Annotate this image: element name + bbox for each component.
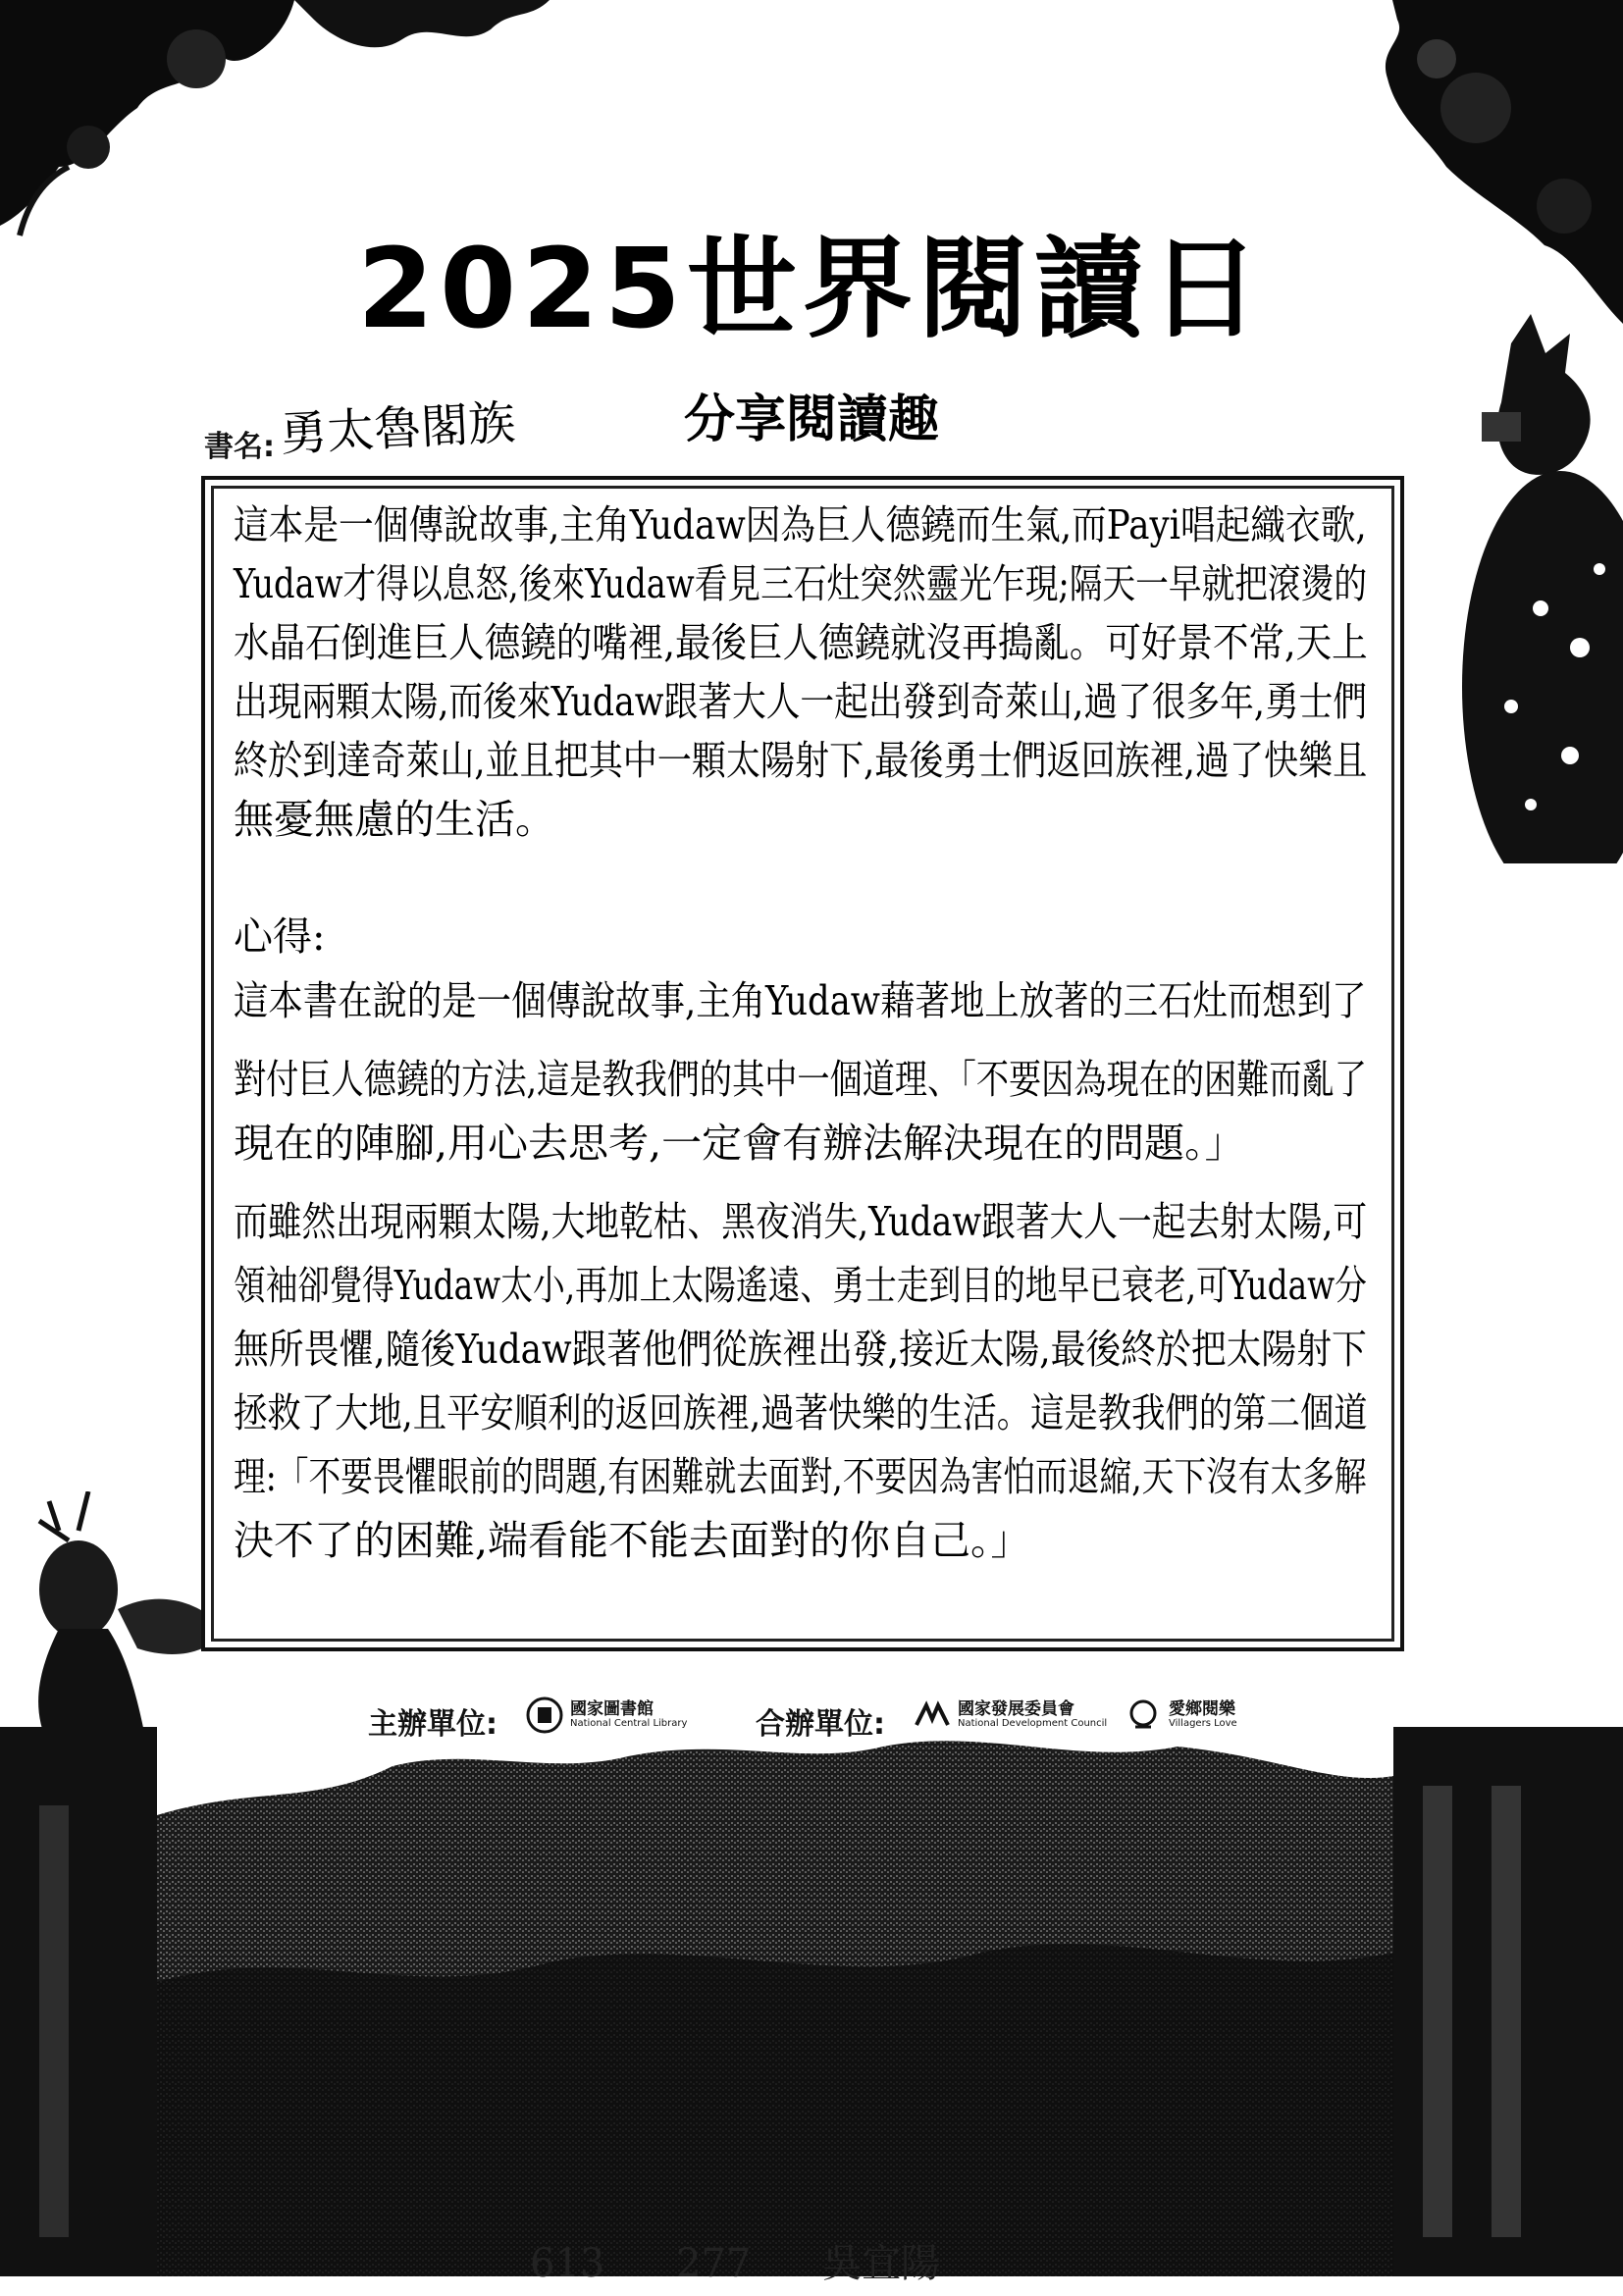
host-name-cn: 國家圖書館	[570, 1698, 654, 1719]
reflection-line: 決不了的困難,端看能不能去面對的你自己。」	[234, 1517, 1031, 1564]
co-organizer-name-cn: 國家發展委員會	[958, 1698, 1074, 1719]
bottom-handwritten-note: 613 277 吳宜陽	[530, 2241, 941, 2286]
summary-line: 終於到達奇萊山,並且把其中一顆太陽射下,最後勇士們返回族裡,過了快樂且	[234, 737, 1368, 784]
reflection-line: 無所畏懼,隨後Yudaw跟著他們從族裡出發,接近太陽,最後終於把太陽射下	[234, 1326, 1367, 1373]
reflection-line: 理:「不要畏懼眼前的問題,有困難就去面對,不要因為害怕而退縮,天下沒有太多解	[234, 1453, 1367, 1500]
co-organizer-name-en: National Development Council	[958, 1717, 1108, 1729]
co-organizer-label: 合辦單位:	[756, 1707, 885, 1742]
book-name-value: 勇太魯閣族	[278, 394, 517, 463]
poster-subtitle: 分享閱讀趣	[683, 391, 939, 449]
reflection-line: 這本書在說的是一個傳說故事,主角Yudaw藉著地上放著的三石灶而想到了	[234, 977, 1367, 1024]
summary-line: 水晶石倒進巨人德鐃的嘴裡,最後巨人德鐃就沒再搗亂。可好景不常,天上	[234, 619, 1368, 666]
summary-line: Yudaw才得以息怒,後來Yudaw看見三石灶突然靈光乍現;隔天一早就把滾燙的	[234, 560, 1368, 607]
poster-title: 2025世界閱讀日	[357, 226, 1266, 353]
reflection-line: 而雖然出現兩顆太陽,大地乾枯、黑夜消失,Yudaw跟著大人一起去射太陽,可	[234, 1198, 1368, 1245]
reflection-line: 領袖卻覺得Yudaw太小,再加上太陽遙遠、勇士走到目的地早已衰老,可Yudaw分	[234, 1262, 1367, 1309]
host-label: 主辦單位:	[368, 1707, 497, 1742]
reflection-line: 拯救了大地,且平安順利的返回族裡,過著快樂的生活。這是教我們的第二個道	[234, 1389, 1368, 1436]
host-name-en: National Central Library	[570, 1717, 688, 1729]
reflection-label: 心得:	[234, 914, 326, 960]
reflection-line: 現在的陣腳,用心去思考,一定會有辦法解決現在的問題。」	[234, 1120, 1245, 1167]
co-organizer-name-en: Villagers Love	[1169, 1717, 1237, 1729]
reflection-line: 對付巨人德鐃的方法,這是教我們的其中一個道理、「不要因為現在的困難而亂了	[234, 1056, 1367, 1103]
summary-line: 無憂無慮的生活。	[234, 796, 555, 843]
mountain-forest-illustration	[0, 1727, 1623, 2276]
co-organizer-name-cn: 愛鄉閱樂	[1169, 1698, 1235, 1719]
book-name-label: 書名:	[204, 430, 275, 464]
summary-line: 這本是一個傳說故事,主角Yudaw因為巨人德鐃而生氣,而Payi唱起織衣歌,	[234, 501, 1367, 548]
summary-line: 出現兩顆太陽,而後來Yudaw跟著大人一起出發到奇萊山,過了很多年,勇士們	[234, 678, 1368, 725]
